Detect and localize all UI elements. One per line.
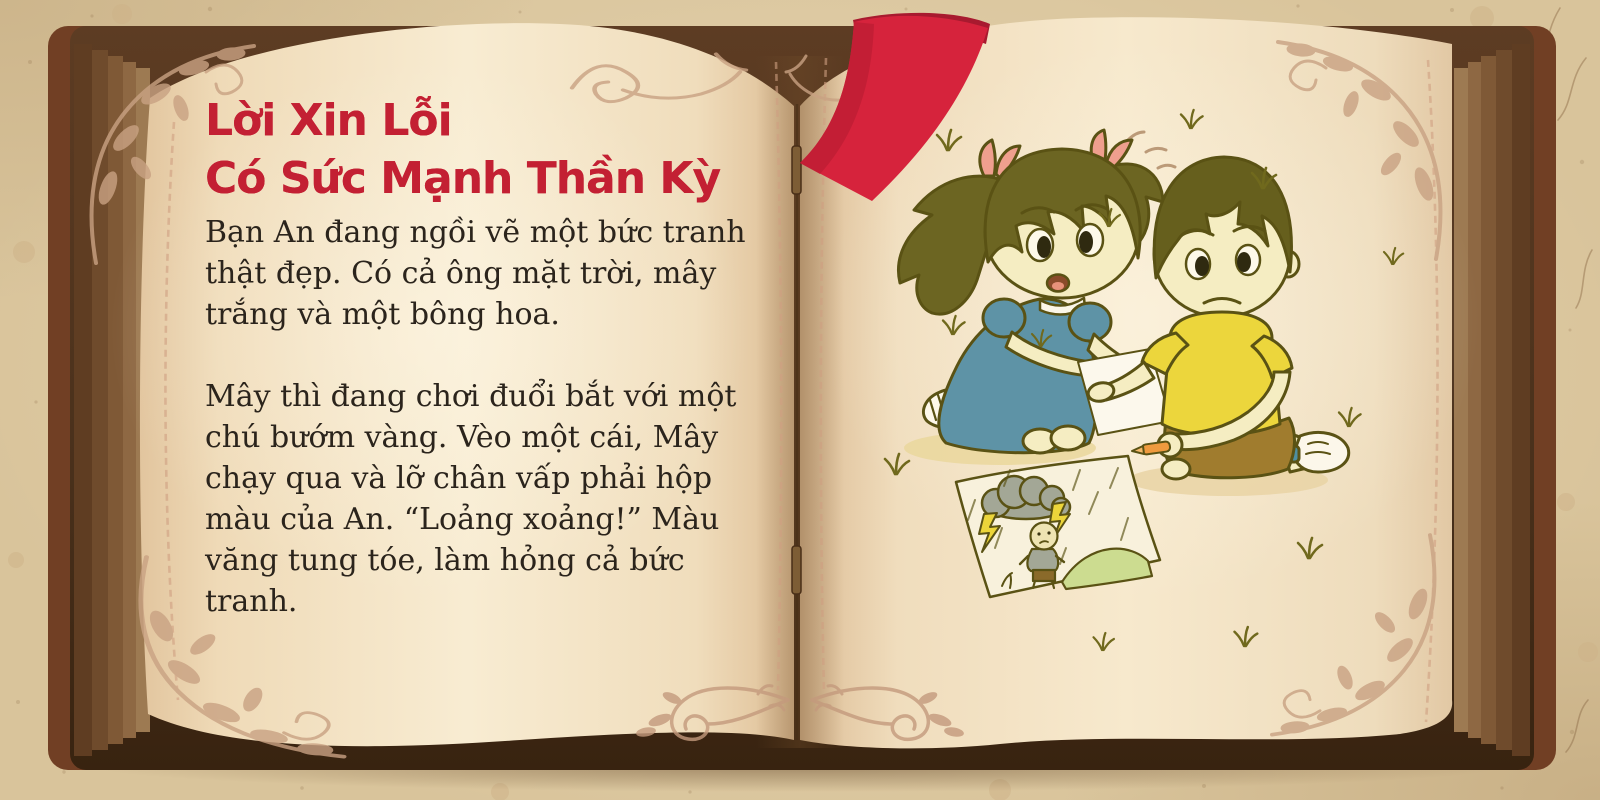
storm-drawing-on-ground: [956, 456, 1160, 597]
boy-knee: [1162, 459, 1190, 479]
story-title-line-2: Có Sức Mạnh Thần Kỳ: [205, 153, 721, 204]
girl-sleeve-right: [1069, 303, 1111, 341]
girl-feet: [1023, 426, 1085, 453]
story-paragraph-2: Mây thì đang chơi đuổi bắt với một chú bướm vàng. Vèo một cái, Mây chạy qua và lỡ chân vấp phải hộp màu của An. “Loảng xoảng!” Màu văng tung tóe, làm hỏng cả bức tranh.: [205, 379, 737, 619]
story-body: [205, 212, 777, 622]
story-title: [205, 92, 805, 208]
girl-mouth: [1047, 275, 1069, 292]
story-title-line-1: Lời Xin Lỗi: [205, 95, 452, 146]
story-paragraph-1: Bạn An đang ngồi vẽ một bức tranh thật đẹp. Có cả ông mặt trời, mây trắng và một bông hoa.: [205, 215, 746, 332]
girl-sleeve-left: [983, 299, 1025, 337]
